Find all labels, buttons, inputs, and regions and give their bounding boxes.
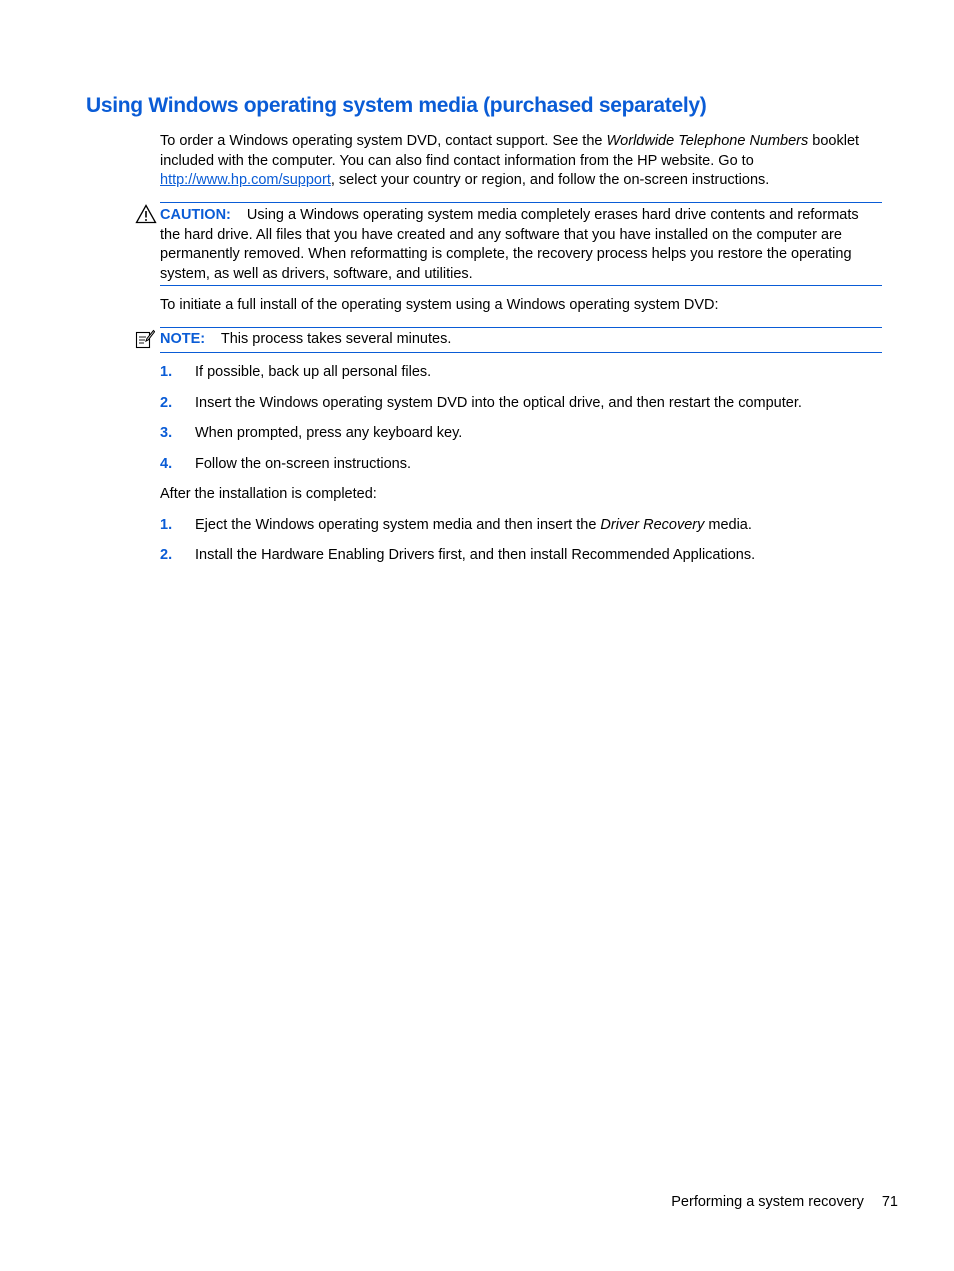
note-text — [160, 330, 451, 350]
list-item — [160, 363, 882, 383]
list-item — [160, 546, 882, 566]
note-pencil-icon — [135, 329, 155, 349]
step-number: 3. — [160, 425, 173, 441]
step-text: When prompted, press any keyboard key. — [195, 425, 463, 441]
hp-support-link[interactable]: http://www.hp.com/support — [160, 172, 331, 188]
booklet-title: Worldwide Telephone Numbers — [606, 133, 809, 149]
step-text: Insert the Windows operating system DVD into the optical drive, and then restart the computer. — [195, 395, 802, 411]
caution-label: CAUTION: — [160, 207, 231, 223]
step-number: 1. — [160, 517, 173, 533]
intro-paragraph — [160, 132, 882, 191]
initiate-paragraph: To initiate a full install of the operating system using a Windows operating system DVD: — [160, 297, 719, 313]
step-number: 1. — [160, 364, 173, 380]
step-text: Install the Hardware Enabling Drivers first, and then install Recommended Applications. — [195, 547, 756, 563]
intro-text-3: , select your country or region, and follow the on-screen instructions. — [330, 172, 770, 188]
step-text: Follow the on-screen instructions. — [195, 456, 411, 472]
step-text-part: Eject the Windows operating system media and then insert the — [195, 517, 601, 533]
list-item — [160, 455, 882, 475]
list-item — [160, 394, 882, 414]
intro-text-1: To order a Windows operating system DVD, contact support. See the — [160, 133, 607, 149]
after-install-label: After the installation is completed: — [160, 486, 377, 502]
list-item — [160, 516, 882, 536]
footer-section-title: Performing a system recovery — [671, 1194, 864, 1210]
note-box — [160, 327, 882, 353]
page-number: 71 — [881, 1194, 898, 1210]
step-number: 2. — [160, 547, 173, 563]
caution-box — [160, 202, 882, 286]
step-number: 2. — [160, 395, 173, 411]
step-text: If possible, back up all personal files. — [195, 364, 432, 380]
caution-body: Using a Windows operating system media completely erases hard drive contents and reformats the hard drive. All files that you have created and any software that you have installed on the computer are permanently removed. When reformatting is complete, the recovery process helps you restore the operating system, as well as drivers, software, and utilities. — [160, 207, 859, 282]
step-text — [195, 516, 752, 536]
step-text-part: media. — [704, 517, 752, 533]
note-body: This process takes several minutes. — [220, 331, 452, 347]
page-footer — [640, 1193, 898, 1213]
page-title: Using Windows operating system media (purchased separately) — [86, 94, 707, 117]
caution-text — [160, 206, 882, 284]
step-number: 4. — [160, 456, 173, 472]
note-label: NOTE: — [160, 331, 206, 347]
driver-recovery-title: Driver Recovery — [600, 517, 705, 533]
intro-text-2: booklet included with the computer. You can also find contact information from the HP website. Go to — [160, 133, 860, 169]
list-item — [160, 424, 882, 444]
warning-triangle-icon — [135, 204, 157, 224]
